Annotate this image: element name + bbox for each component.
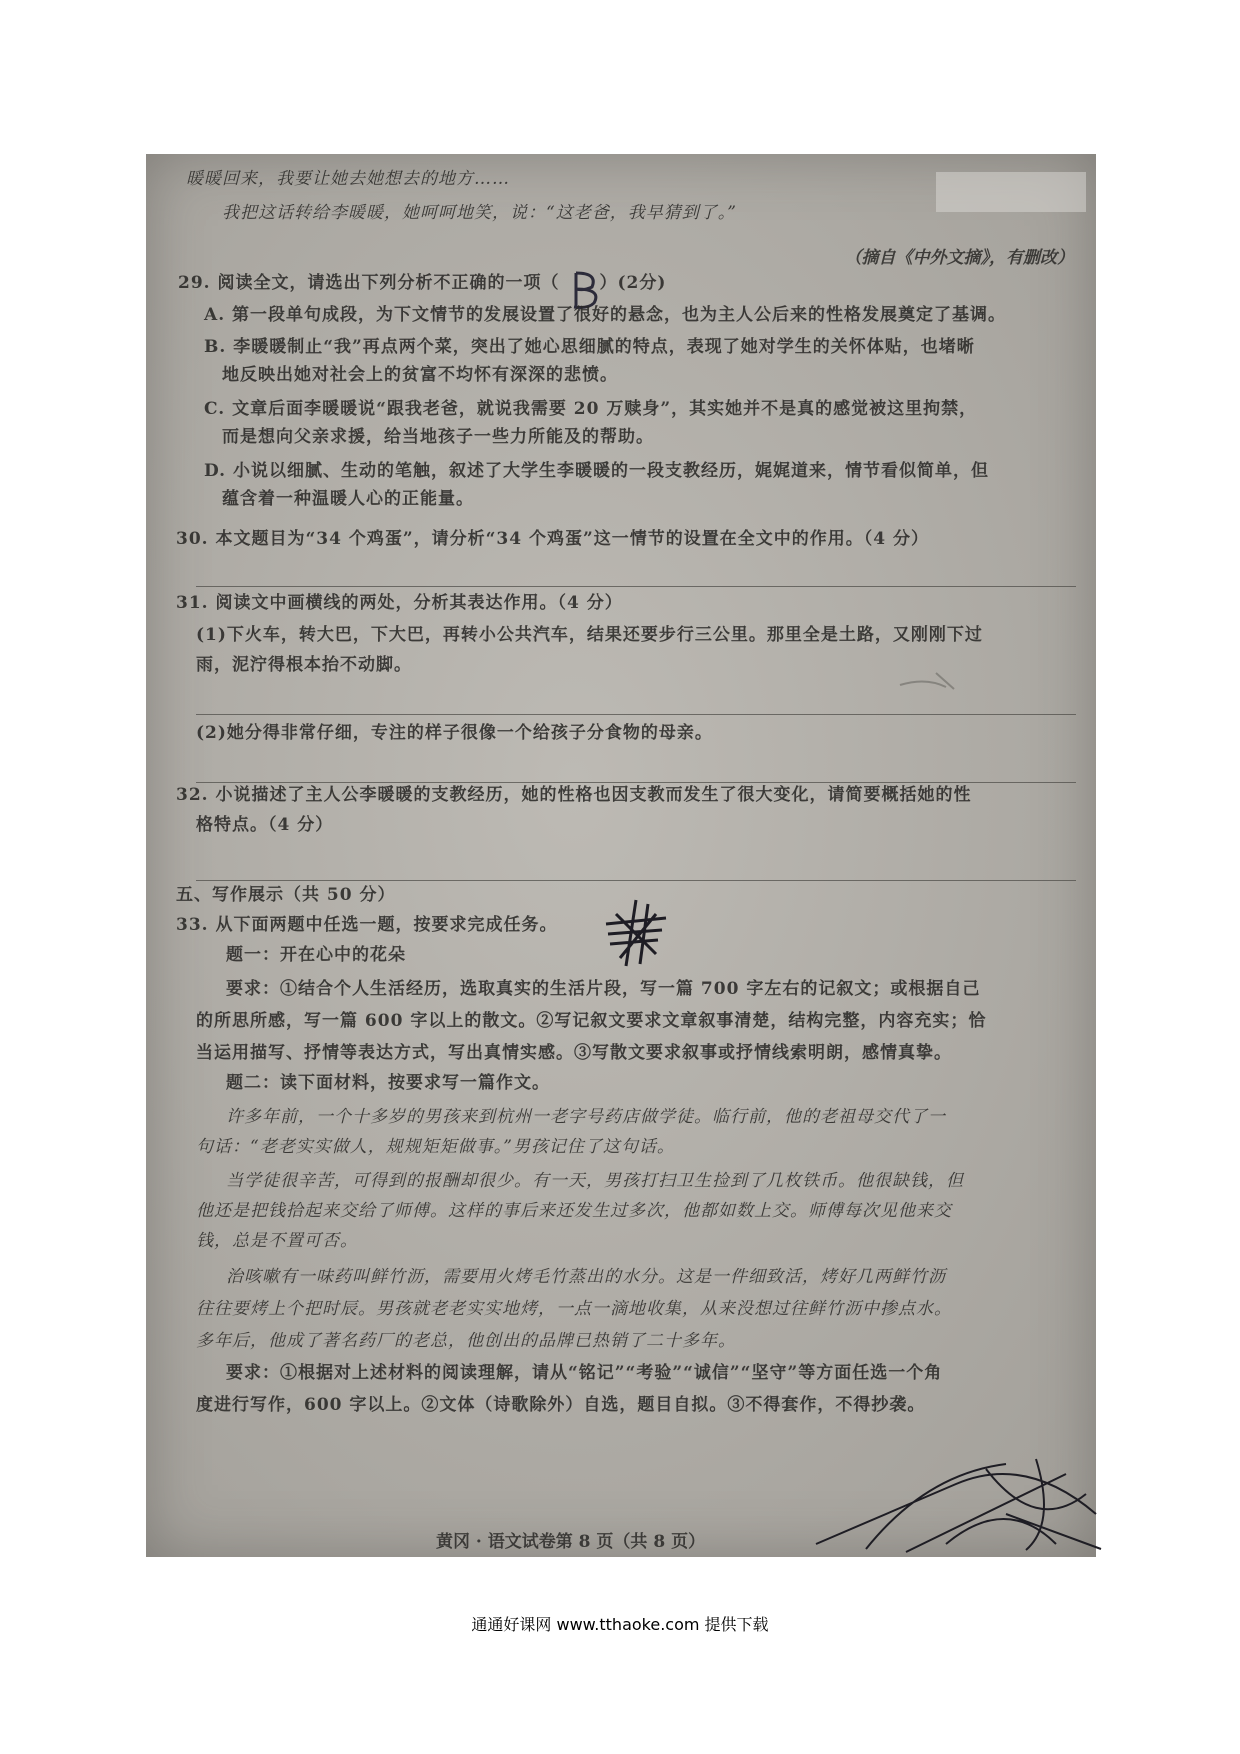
- ink-scribble: [806, 1454, 1106, 1554]
- material-l6: 治咳嗽有一味药叫鲜竹沥，需要用火烤毛竹蒸出的水分。这是一件细致活，烤好几两鲜竹沥: [226, 1267, 946, 1287]
- passage-end-line2: 我把这话转给李暖暖，她呵呵地笑，说：“这老爸，我早猜到了。”: [222, 203, 737, 223]
- passage-source: （摘自《中外文摘》，有删改）: [844, 248, 1074, 268]
- material-l1: 许多年前，一个十多岁的男孩来到杭州一老字号药店做学徒。临行前，他的老祖母交代了一: [226, 1107, 946, 1127]
- q29-option-c-l1: C. 文章后面李暖暖说“跟我老爸，就说我需要 20 万赎身”，其实她并不是真的感觉被这里拘禁，: [204, 399, 978, 419]
- q31-stem: 31. 阅读文中画横线的两处，分析其表达作用。（4 分）: [176, 593, 623, 613]
- final-req-l1: 要求：①根据对上述材料的阅读理解，请从“铭记”“考验”“诚信”“坚守”等方面任选一个角: [226, 1363, 943, 1383]
- answer-line: [196, 714, 1076, 715]
- q29-stem: [178, 272, 1066, 294]
- q32-stem-l1: 32. 小说描述了主人公李暖暖的支教经历，她的性格也因支教而发生了很大变化，请简要概括她的性: [176, 785, 972, 805]
- topic1-req-l3: 当运用描写、抒情等表达方式，写出真情实感。③写散文要求叙事或抒情线索明朗，感情真挚。: [196, 1043, 952, 1063]
- section5-heading: 五、写作展示（共 50 分）: [176, 885, 396, 905]
- q29-option-d-l1: D. 小说以细腻、生动的笔触，叙述了大学生李暖暖的一段支教经历，娓娓道来，情节看似简单，但: [204, 461, 989, 481]
- answer-line: [196, 782, 1076, 783]
- site-footer: 通通好课网 www.tthaoke.com 提供下载: [471, 1615, 769, 1634]
- q29-stem-text: 29. 阅读全文，请选出下列分析不正确的一项（: [178, 273, 560, 293]
- q29-option-c-l2: 而是想向父亲求援，给当地孩子一些力所能及的帮助。: [222, 427, 654, 447]
- q31-item1-l2: 雨，泥泞得根本抬不动脚。: [196, 655, 412, 675]
- q30-stem: 30. 本文题目为“34 个鸡蛋”，请分析“34 个鸡蛋”这一情节的设置在全文中的作用。（4 分）: [176, 529, 930, 549]
- q33-stem: 33. 从下面两题中任选一题，按要求完成任务。: [176, 915, 558, 935]
- material-l3: 当学徒很辛苦，可得到的报酬却很少。有一天，男孩打扫卫生捡到了几枚铁币。他很缺钱，但: [226, 1171, 964, 1191]
- topic2-title: 题二：读下面材料，按要求写一篇作文。: [226, 1073, 550, 1093]
- material-l8: 多年后，他成了著名药厂的老总，他创出的品牌已热销了二十多年。: [196, 1331, 736, 1351]
- topic1-req-l1: 要求：①结合个人生活经历，选取真实的生活片段，写一篇 700 字左右的记叙文；或根据自己: [226, 979, 981, 999]
- final-req-l2: 度进行写作，600 字以上。②文体（诗歌除外）自选，题目自拟。③不得套作，不得抄袭。: [196, 1395, 926, 1415]
- q31-item2: (2)她分得非常仔细，专注的样子很像一个给孩子分食物的母亲。: [196, 723, 713, 743]
- material-l2: 句话：“老老实实做人，规规矩矩做事。”男孩记住了这句话。: [196, 1137, 675, 1157]
- answer-line: [196, 586, 1076, 587]
- q29-option-a: A. 第一段单句成段，为下文情节的发展设置了很好的悬念，也为主人公后来的性格发展奠定了基调。: [204, 305, 1007, 325]
- pencil-scribble: [896, 659, 976, 699]
- paper-footer: 黄冈 · 语文试卷第 8 页（共 8 页）: [436, 1532, 706, 1552]
- topic1-title: 题一：开在心中的花朵: [226, 945, 406, 965]
- exam-page-photo: [146, 154, 1096, 1557]
- material-l4: 他还是把钱拾起来交给了师傅。这样的事后来还发生过多次，他都如数上交。师傅每次见他来交: [196, 1201, 952, 1221]
- material-l5: 钱，总是不置可否。: [196, 1231, 358, 1251]
- q29-score: ）(2分): [599, 273, 667, 293]
- passage-end-line1: 暖暖回来，我要让她去她想去的地方……: [186, 169, 510, 189]
- answer-line: [196, 880, 1076, 881]
- material-l7: 往往要烤上个把时辰。男孩就老老实实地烤，一点一滴地收集，从来没想过往鲜竹沥中掺点水。: [196, 1299, 952, 1319]
- q32-stem-l2: 格特点。（4 分）: [196, 815, 334, 835]
- q29-option-b-l2: 地反映出她对社会上的贫富不均怀有深深的悲愤。: [222, 365, 618, 385]
- q29-option-d-l2: 蕴含着一种温暖人心的正能量。: [222, 489, 474, 509]
- q29-option-b-l1: B. 李暖暖制止“我”再点两个菜，突出了她心思细腻的特点，表现了她对学生的关怀体贴，也堵晰: [204, 337, 975, 357]
- q31-item1-l1: (1)下火车，转大巴，下大巴，再转小公共汽车，结果还要步行三公里。那里全是土路，又刚刚下过: [196, 625, 983, 645]
- topic1-req-l2: 的所思所感，写一篇 600 字以上的散文。②写记叙文要求文章叙事清楚，结构完整，内容充实；恰: [196, 1011, 987, 1031]
